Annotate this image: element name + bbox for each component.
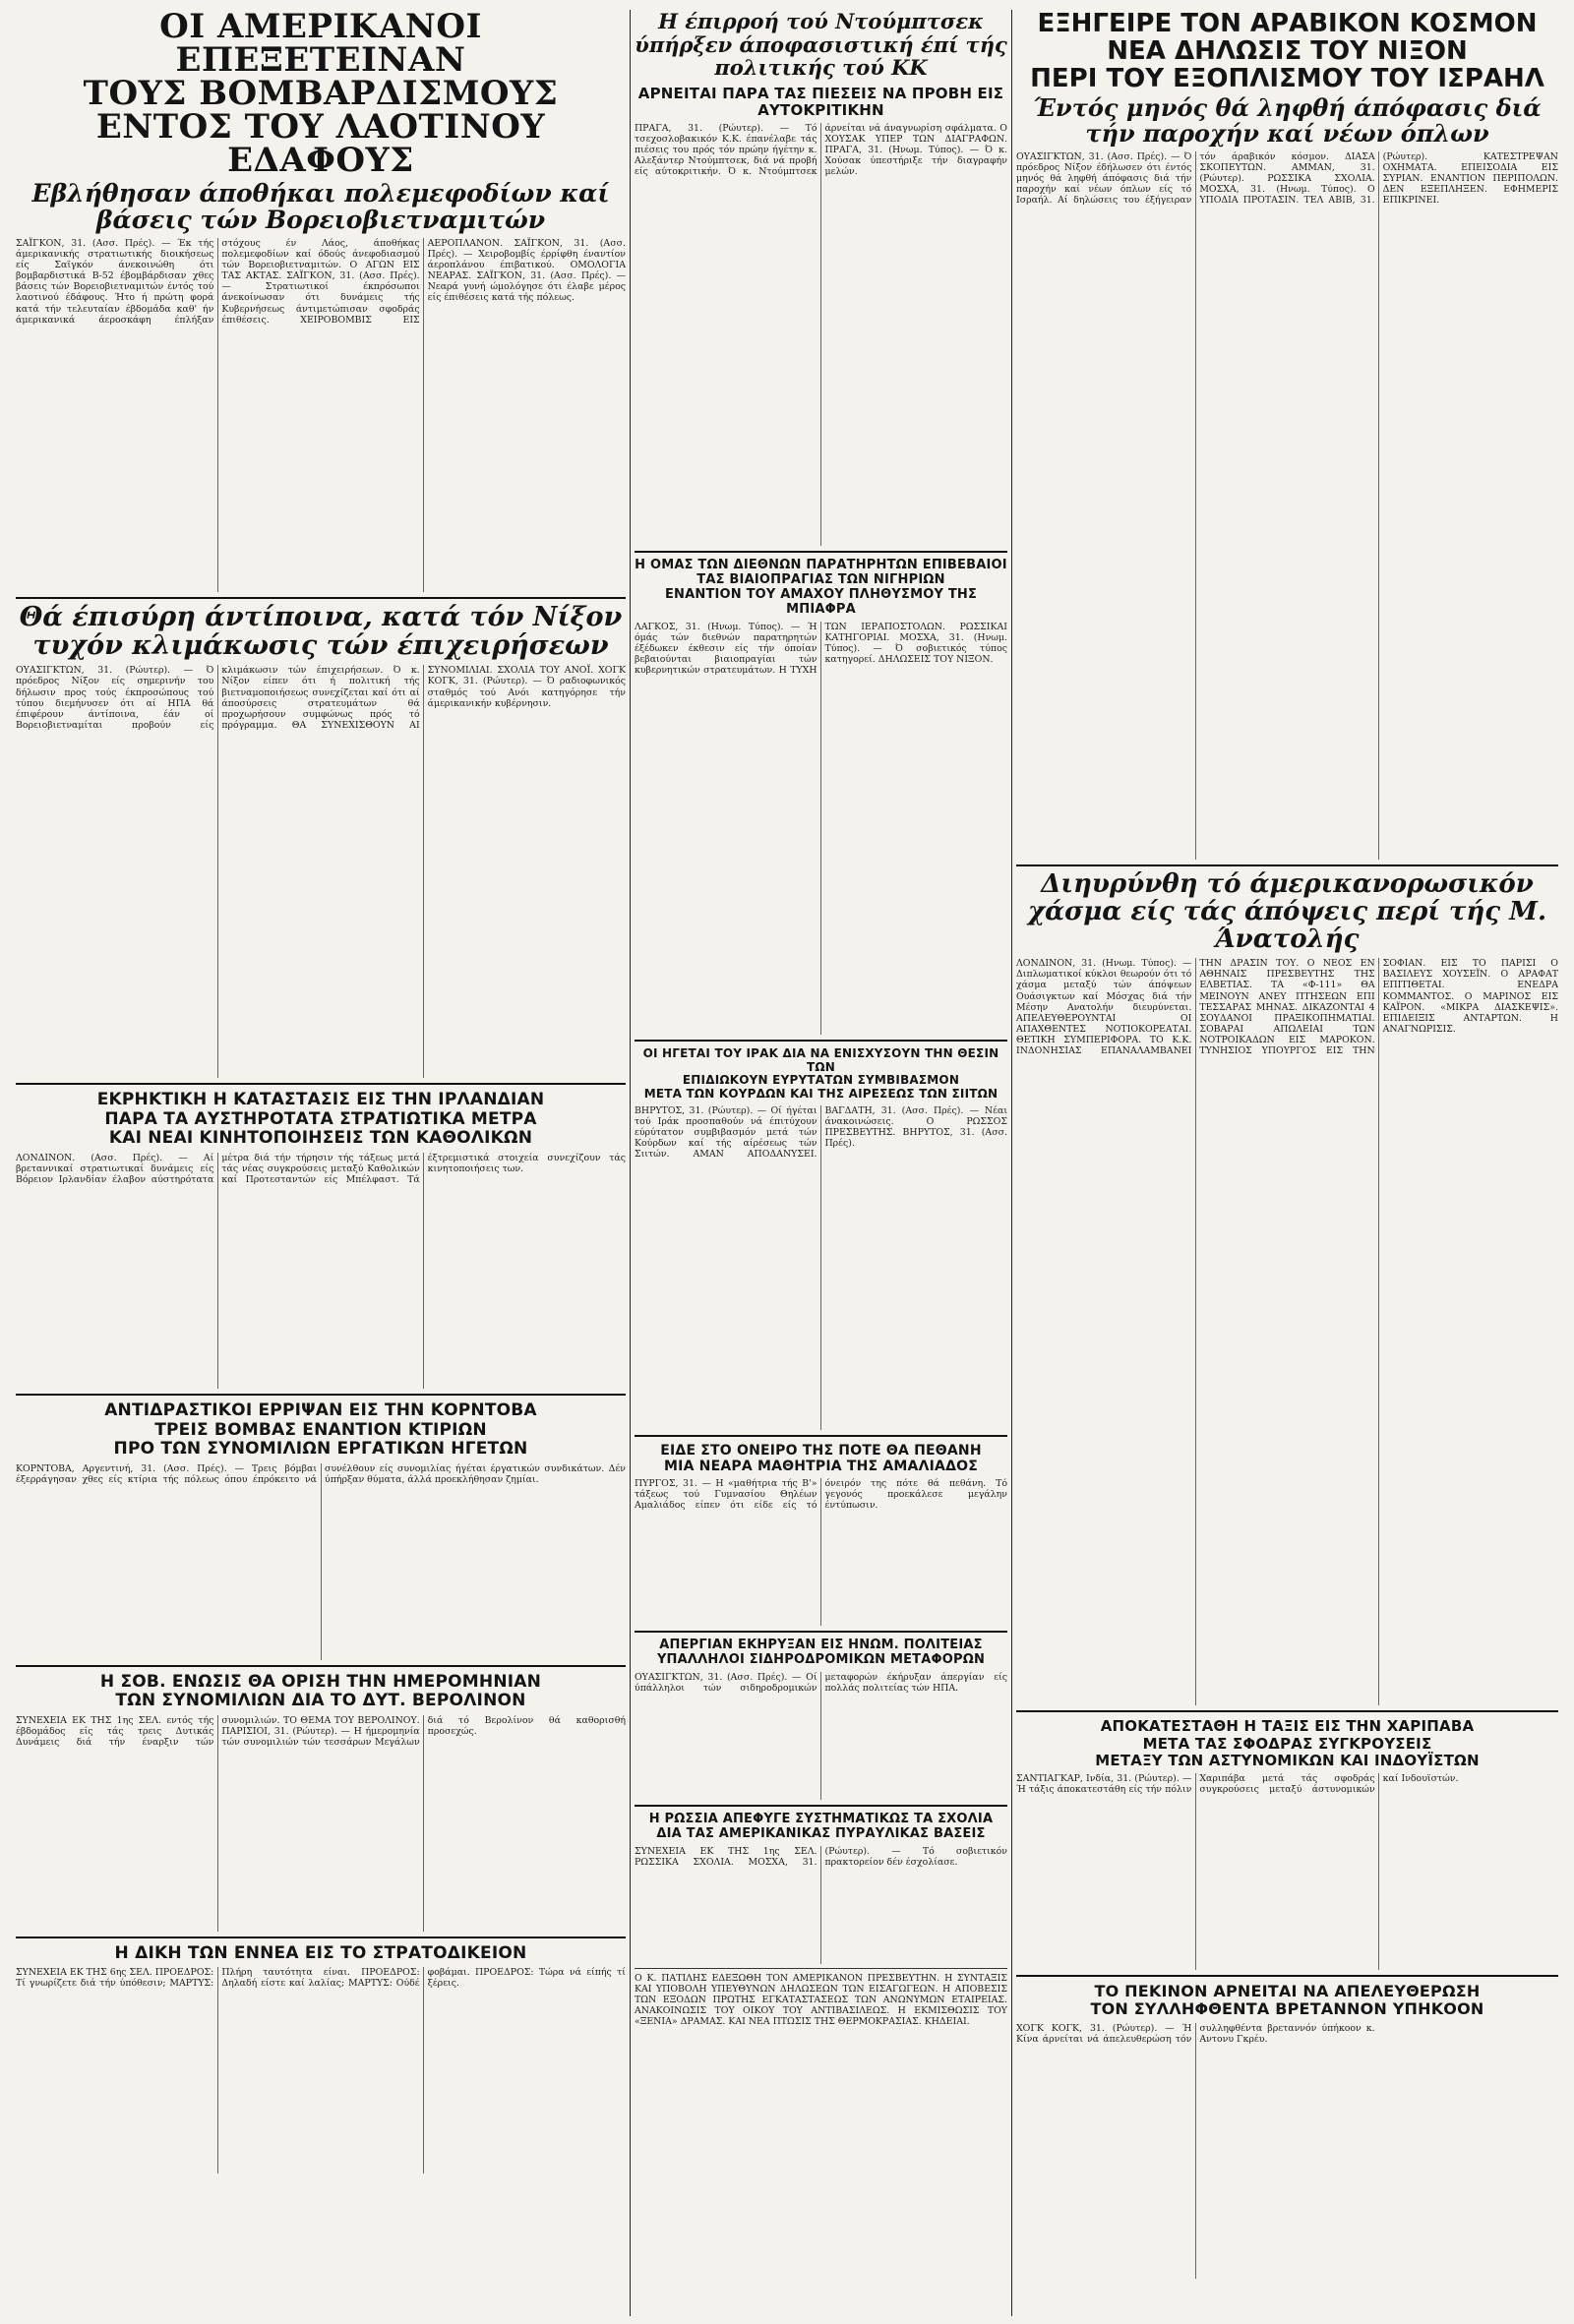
arab-world-headline: ΕΞΗΓΕΙΡΕ ΤΟΝ ΑΡΑΒΙΚΟΝ ΚΟΣΜΟΝ ΝΕΑ ΔΗΛΩΣΙΣ ΤΟΥ ΝΙΞΟΝ ΠΕΡΙ ΤΟΥ ΕΞΟΠΛΙΣΜΟΥ ΤΟΥ ΙΣΡΑΗΛ	[1030, 10, 1544, 94]
middle-east-headline: Διηυρύνθη τό άμερικανορωσικόν χάσμα είς τάς άπόψεις περί τής Μ. Άνατολής	[1027, 869, 1547, 955]
strike-article-body: ΟΥΑΣΙΓΚΤΩΝ, 31. (Ασσ. Πρές). — Οί ύπάλληλοι τών σιδηροδρομικών μεταφορών έκήρυξαν άπεργίαν είς πολλάς πολιτείας τών ΗΠΑ.	[635, 1672, 1007, 1695]
divider	[16, 1394, 626, 1396]
divider	[635, 1968, 1007, 1969]
divider	[16, 1665, 626, 1667]
amaliada-article-body: ΠΥΡΓΟΣ, 31. — Η «μαθήτρια τής Β'» τάξεως τού Γυμνασίου Θηλέων Αμαλιάδος είπεν ότι είδε είς τό όνειρόν της πότε θά πεθάνη. Τό γεγονός προεκάλεσε μεγάλην έντύπωσιν.	[635, 1478, 1007, 1512]
lead-headline: ΟΙ ΑΜΕΡΙΚΑΝΟΙ ΕΠΕΞΕΤΕΙΝΑΝ ΤΟΥΣ ΒΟΜΒΑΡΔΙΣΜΟΥΣ ΕΝΤΟΣ ΤΟΥ ΛΑΟΤΙΝΟΥ ΕΔΑΦΟΥΣ	[83, 10, 559, 180]
iraq-article-body: ΒΗΡΥΤΟΣ, 31. (Ρώυτερ). — Οί ήγέται τού Ιράκ προσπαθούν νά έπιτύχουν εύρύτατον συμβιβασμόν μετά τών Κούρδων καί τής αίρέσεως τών Σιιτών. ΑΜΑΝ ΑΠΟΔΑΝΥΣΕΙ. ΒΑΓΔΑΤΗ, 31. (Ασσ. Πρές). — Νέαι άνακοινώσεις. Ο ΡΩΣΣΟΣ ΠΡΕΣΒΕΥΤΗΣ. ΒΗΡΥΤΟΣ, 31. (Ασσ. Πρές).	[635, 1104, 1007, 1161]
biafra-headline: Η ΟΜΑΣ ΤΩΝ ΔΙΕΘΝΩΝ ΠΑΡΑΤΗΡΗΤΩΝ ΕΠΙΒΕΒΑΙΟΙ ΤΑΣ ΒΙΑΙΟΠΡΑΓΙΑΣ ΤΩΝ ΝΙΓΗΡΙΩΝ ΕΝΑΝΤΙΟΝ ΤΟΥ ΑΜΑΧΟΥ ΠΛΗΘΥΣΜΟΥ ΤΗΣ ΜΠΙΑΦΡΑ	[635, 558, 1007, 617]
column-left	[12, 10, 630, 2316]
haripava-headline: ΑΠΟΚΑΤΕΣΤΑΘΗ Η ΤΑΞΙΣ ΕΙΣ ΤΗΝ ΧΑΡΙΠΑΒΑ ΜΕΤΑ ΤΑΣ ΣΦΟΔΡΑΣ ΣΥΓΚΡΟΥΣΕΙΣ ΜΕΤΑΞΥ ΤΩΝ ΑΣΤΥΝΟΜΙΚΩΝ ΚΑΙ ΙΝΔΟΥΪΣΤΩΝ	[1095, 1717, 1480, 1769]
divider	[1016, 1710, 1558, 1712]
cordova-headline: ΑΝΤΙΔΡΑΣΤΙΚΟΙ ΕΡΡΙΨΑΝ ΕΙΣ ΤΗΝ ΚΟΡΝΤΟΒΑ ΤΡΕΙΣ ΒΟΜΒΑΣ ΕΝΑΝΤΙΟΝ ΚΤΙΡΙΩΝ ΠΡΟ ΤΩΝ ΣΥΝΟΜΙΛΙΩΝ ΕΡΓΑΤΙΚΩΝ ΗΓΕΤΩΝ	[104, 1400, 537, 1460]
peking-headline: ΤΟ ΠΕΚΙΝΟΝ ΑΡΝΕΙΤΑΙ ΝΑ ΑΠΕΛΕΥΘΕΡΩΣΗ ΤΟΝ ΣΥΛΛΗΦΘΕΝΤΑ ΒΡΕΤΑΝΝΟΝ ΥΠΗΚΟΟΝ	[1090, 1982, 1484, 2019]
cordova-article-body: ΚΟΡΝΤΟΒΑ, Αργεντινή, 31. (Ασσ. Πρές). — Τρεις βόμβαι έξερράγησαν χθες είς κτίρια τής πόλεως όπου έπρόκειτο νά συνέλθουν είς συνομιλίας ήγέται έργατικών συνδικάτων. Δέν ύπήρξαν θύματα, άλλά προεκλήθησαν ζημίαι.	[16, 1462, 626, 1485]
dubcek-subheadline: ΑΡΝΕΙΤΑΙ ΠΑΡΑ ΤΑΣ ΠΙΕΣΕΙΣ ΝΑ ΠΡΟΒΗ ΕΙΣ ΑΥΤΟΚΡΙΤΙΚΗΝ	[637, 84, 1004, 119]
trial-article-body: ΣΥΝΕΧΕΙΑ ΕΚ ΤΗΣ 6ης ΣΕΛ. ΠΡΟΕΔΡΟΣ: Τί γνωρίζετε διά τήν ύπόθεσιν; ΜΑΡΤΥΣ: Πλήρη ταυτότητα είναι. ΠΡΟΕΔΡΟΣ: Δηλαδή είστε καί λαλίας; ΜΑΡΤΥΣ: Ούδέ φοβάμαι. ΠΡΟΕΔΡΟΣ: Τώρα νά είπής τί ξέρεις.	[16, 1967, 626, 1990]
russia-missile-article-body: ΣΥΝΕΧΕΙΑ ΕΚ ΤΗΣ 1ης ΣΕΛ. ΡΩΣΣΙΚΑ ΣΧΟΛΙΑ. ΜΟΣΧΑ, 31. (Ρώυτερ). — Τό σοβιετικόν πρακτορείον δέν έσχολίασε.	[635, 1845, 1007, 1869]
nixon-headline: Θά έπισύρη άντίποινα, κατά τόν Νίξον τυχόν κλιμάκωσις τών έπιχειρήσεων	[19, 602, 623, 662]
divider	[635, 1040, 1007, 1042]
divider	[16, 597, 626, 599]
arab-world-article-body: ΟΥΑΣΙΓΚΤΩΝ, 31. (Ασσ. Πρές). — Ό πρόεδρος Νίξον έδήλωσεν ότι έντός μηνός θά ληφθή άπόφασις διά τήν παροχήν καί νέων όπλων είς τό Ισραήλ. Αί δηλώσεις του έξήγειραν τόν άραβικόν κόσμον. ΔΙΑΣΑ ΣΚΟΠΕΥΤΩΝ. ΑΜΜΑΝ, 31. (Ρώυτερ). ΡΩΣΣΙΚΑ ΣΧΟΛΙΑ. ΜΟΣΧΑ, 31. (Ηνωμ. Τύπος). Ο ΥΠΟΔΙΑ ΠΡΟΤΑΣΙΝ. ΤΕΛ ΑΒΙΒ, 31. (Ρώυτερ). ΚΑΤΕΣΤΡΕΨΑΝ ΟΧΗΜΑΤΑ. ΕΠΕΙΣΟΔΙΑ ΕΙΣ ΣΥΡΙΑΝ. ΕΝΑΝΤΙΟΝ ΠΕΡΙΠΟΛΩΝ. ΔΕΝ ΕΞΕΠΛΗΞΕΝ. ΕΦΗΜΕΡΙΣ ΕΠΙΚΡΙΝΕΙ.	[1016, 151, 1558, 207]
iraq-headline: ΟΙ ΗΓΕΤΑΙ ΤΟΥ ΙΡΑΚ ΔΙΑ ΝΑ ΕΝΙΣΧΥΣΟΥΝ ΤΗΝ ΘΕΣΙΝ ΤΩΝ ΕΠΙΔΙΩΚΟΥΝ ΕΥΡΥΤΑΤΩΝ ΣΥΜΒΙΒΑΣΜΟΝ ΜΕΤΑ ΤΩΝ ΚΟΥΡΔΩΝ ΚΑΙ ΤΗΣ ΑΙΡΕΣΕΩΣ ΤΩΝ ΣΙΙΤΩΝ	[642, 1045, 999, 1102]
strike-headline: ΑΠΕΡΓΙΑΝ ΕΚΗΡΥΞΑΝ ΕΙΣ ΗΝΩΜ. ΠΟΛΙΤΕΙΑΣ ΥΠΑΛΛΗΛΟΙ ΣΙΔΗΡΟΔΡΟΜΙΚΩΝ ΜΕΤΑΦΟΡΩΝ	[656, 1638, 986, 1668]
berlin-article-body: ΣΥΝΕΧΕΙΑ ΕΚ ΤΗΣ 1ης ΣΕΛ. εντός τής έβδομάδος είς τάς τρεις Δυτικάς Δυνάμεις διά τήν έναρξιν τών συνομιλιών. ΤΟ ΘΕΜΑ ΤΟΥ ΒΕΡΟΛΙΝΟΥ. ΠΑΡΙΣΙΟΙ, 31. (Ρώυτερ). — Η ήμερομηνία τών συνομιλιών τών τεσσάρων Μεγάλων διά τό Βερολίνον θά καθορισθή προσεχώς.	[16, 1714, 626, 1748]
ireland-article-body: ΛΟΝΔΙΝΟΝ. (Ασσ. Πρές). — Αί βρεταννικαί στρατιωτικαί δυνάμεις είς Βόρειον Ιρλανδίαν έλαβον αύστηρότατα μέτρα διά τήν τήρησιν τής τάξεως μετά τάς νέας συγκρούσεις μεταξύ Καθολικών καί Προτεσταντών είς Μπέλφαστ. Τά έξτρεμιστικά στοιχεία συνεχίζουν τάς κινητοποιήσεις των.	[16, 1152, 626, 1186]
peking-article-body: ΧΟΓΚ ΚΟΓΚ, 31. (Ρώυτερ). — Ή Κίνα άρνείται νά άπελευθερώση τόν συλληφθέντα βρεταννόν ύπήκοον κ. Αντονυ Γκρέυ.	[1016, 2022, 1375, 2045]
nixon-article-body: ΟΥΑΣΙΓΚΤΩΝ, 31. (Ρώυτερ). — Ό πρόεδρος Νίξον είς σημερινήν του δήλωσιν προς τούς έκπροσώπους τού τύπου διεμήνυσεν ότι αί ΗΠΑ θά έπιφέρουν άντίποινα, έάν οί Βορειοβιετναμίται προβούν είς κλιμάκωσιν τών έπιχειρήσεων. Ό κ. Νίξον είπεν ότι ή πολιτική τής βιετναμοποιήσεως συνεχίζεται καί ότι αί άποσύρσεις στρατευμάτων θά προχωρήσουν συμφώνως πρός τό πρόγραμμα. ΘΑ ΣΥΝΕΧΙΣΘΟΥΝ ΑΙ ΣΥΝΟΜΙΛΙΑΙ. ΣΧΟΛΙΑ ΤΟΥ ΑΝΟΪ. ΧΟΓΚ ΚΟΓΚ, 31. (Ρώυτερ). — Ό ραδιοφωνικός σταθμός τού Ανόι κατηγόρησε τήν άμερικανικήν κυβέρνησιν.	[16, 665, 626, 731]
column-right	[1011, 10, 1562, 2316]
lead-article-body: ΣΑΪΓΚΟΝ, 31. (Ασσ. Πρές). — Έκ τής άμερικανικής στρατιωτικής διοικήσεως είς Σαϊγκόν άνεκοινώθη ότι βομβαρδιστικά Β-52 έβομβάρδισαν χθες βάσεις τών Βορειοβιετναμιτών έντός τού λαοτινού έδάφους. Ήτο ή πρώτη φορά κατά τήν τελευταίαν έβδομάδα καθ' ήν άμερικανικά άεροσκάφη έπλήξαν στόχους έν Λάος, άποθήκας πολεμεφοδίων καί όδούς άνεφοδιασμού τών Βορειοβιετναμιτών. Ο ΑΓΩΝ ΕΙΣ ΤΑΣ ΑΚΤΑΣ. ΣΑΪΓΚΟΝ, 31. (Ασσ. Πρές). — Στρατιωτικοί έκπρόσωποι άνεκοίνωσαν ότι δυνάμεις τής Κυβερνήσεως άντιμετώπισαν σφοδράς έπιθέσεις. ΧΕΙΡΟΒΟΜΒΙΣ ΕΙΣ ΑΕΡΟΠΛΑΝΟΝ. ΣΑΪΓΚΟΝ, 31. (Ασσ. Πρές). — Χειροβομβίς έρρίφθη έναντίον άεροπλάνου έπιβατικού. ΟΜΟΛΟΓΙΑ ΝΕΑΡΑΣ. ΣΑΪΓΚΟΝ, 31. (Ασσ. Πρές). — Νεαρά γυνή ώμολόγησε ότι έλαβε μέρος είς έπιθέσεις κατά τής πόλεως.	[16, 238, 626, 326]
amaliada-headline: ΕΙΔΕ ΣΤΟ ΟΝΕΙΡΟ ΤΗΣ ΠΟΤΕ ΘΑ ΠΕΘΑΝΗ ΜΙΑ ΝΕΑΡΑ ΜΑΘΗΤΡΙΑ ΤΗΣ ΑΜΑΛΙΑΔΟΣ	[660, 1442, 982, 1475]
divider	[1016, 864, 1558, 866]
biafra-article-body: ΛΑΓΚΟΣ, 31. (Ηνωμ. Τύπος). — Ή όμάς τών διεθνών παρατηρητών έξέδωκεν έκθεσιν είς τήν όποίαν βεβαιούνται βιαιοπραγίαι τών κυβερνητικών στρατευμάτων. Η ΤΥΧΗ ΤΩΝ ΙΕΡΑΠΟΣΤΟΛΩΝ. ΡΩΣΣΙΚΑΙ ΚΑΤΗΓΟΡΙΑΙ. ΜΟΣΧΑ, 31. (Ηνωμ. Τύπος). — Ό σοβιετικός τύπος κατηγορεί. ΔΗΛΩΣΕΙΣ ΤΟΥ ΝΙΞΟΝ.	[635, 621, 1007, 677]
divider	[635, 1435, 1007, 1437]
short-notes: Ο Κ. ΠΑΤΙΛΗΣ ΕΔΕΞΩΘΗ ΤΟΝ ΑΜΕΡΙΚΑΝΟΝ ΠΡΕΣΒΕΥΤΗΝ. Η ΣΥΝΤΑΞΙΣ ΚΑΙ ΥΠΟΒΟΛΗ ΥΠΕΥΘΥΝΩΝ ΔΗΛΩΣΕΩΝ ΤΩΝ ΕΙΣΑΓΩΓΕΩΝ. Η ΑΠΟΒΕΣΙΣ ΤΩΝ ΕΞΟΔΩΝ ΠΡΩΤΗΣ ΕΓΚΑΤΑΣΤΑΣΕΩΣ ΤΩΝ ΑΝΩΝΥΜΩΝ ΕΤΑΙΡΕΙΑΣ. ΑΝΑΚΟΙΝΩΣΙΣ ΤΟΥ ΟΙΚΟΥ ΤΟΥ ΑΝΤΙΒΑΣΙΛΕΩΣ. Η ΕΚΜΙΣΘΩΣΙΣ ΤΟΥ «ΞΕΝΙΑ» ΔΡΑΜΑΣ. ΚΑΙ ΝΕΑ ΠΤΩΣΙΣ ΤΗΣ ΘΕΡΜΟΚΡΑΣΙΑΣ. ΚΗΔΕΙΑΙ.	[635, 1972, 1007, 2028]
column-middle	[630, 10, 1011, 2316]
arab-world-subheadline: Έντός μηνός θά ληφθή άπόφασις διά τήν παροχήν καί νέων όπλων	[1033, 93, 1542, 149]
divider	[635, 1805, 1007, 1807]
divider	[16, 1083, 626, 1085]
berlin-headline: Η ΣΟΒ. ΕΝΩΣΙΣ ΘΑ ΟΡΙΣΗ ΤΗΝ ΗΜΕΡΟΜΗΝΙΑΝ ΤΩΝ ΣΥΝΟΜΙΛΙΩΝ ΔΙΑ ΤΟ ΔΥΤ. ΒΕΡΟΛΙΝΟΝ	[99, 1671, 542, 1711]
divider	[16, 1937, 626, 1938]
dubcek-article-body: ΠΡΑΓΑ, 31. (Ρώυτερ). — Τό τσεχοσλοβακικόν Κ.Κ. έπανέλαβε τάς πιέσεις του πρός τόν πρώην ήγέτην κ. Αλεξάντερ Ντούμπτσεκ, διά νά προβή είς αύτοκριτικήν. Ό κ. Ντούμπτσεκ άρνείται νά άναγνωρίση σφάλματα. Ο ΧΟΥΣΑΚ ΥΠΕΡ ΤΩΝ ΔΙΑΓΡΑΦΩΝ. ΠΡΑΓΑ, 31. (Ηνωμ. Τύπος). — Ό κ. Χούσακ ύπεστήριξε τήν διαγραφήν μελών.	[635, 123, 1007, 178]
divider	[635, 1631, 1007, 1633]
lead-subheadline: Εβλήθησαν άποθήκαι πολεμεφοδίων καί βάσεις τών Βορειοβιετναμιτών	[31, 179, 610, 234]
middle-east-article-body: ΛΟΝΔΙΝΟΝ, 31. (Ηνωμ. Τύπος). — Διπλωματικοί κύκλοι θεωρούν ότι τό χάσμα μεταξύ τών άπόψεων Ουάσιγκτων καί Μόσχας διά τήν Μέσην Ανατολήν διευρύνεται. ΑΠΕΛΕΥΘΕΡΟΥΝΤΑΙ ΟΙ ΑΠΑΧΘΕΝΤΕΣ ΝΟΤΙΟΚΟΡΕΑΤΑΙ. ΘΕΤΙΚΗ ΣΥΜΠΕΡΙΦΟΡΑ. ΤΟ Κ.Κ. ΙΝΔΟΝΗΣΙΑΣ ΕΠΑΝΑΛΑΜΒΑΝΕΙ ΤΗΝ ΔΡΑΣΙΝ ΤΟΥ. Ο ΝΕΟΣ ΕΝ ΑΘΗΝΑΙΣ ΠΡΕΣΒΕΥΤΗΣ ΤΗΣ ΕΛΒΕΤΙΑΣ. ΤΑ «Φ-111» ΘΑ ΜΕΙΝΟΥΝ ΑΝΕΥ ΠΤΗΣΕΩΝ ΕΠΙ ΤΕΣΣΑΡΑΣ ΜΗΝΑΣ. ΔΙΚΑΖΟΝΤΑΙ 4 ΣΟΥΔΑΝΟΙ ΠΡΑΞΙΚΟΠΗΜΑΤΙΑΙ. ΣΟΒΑΡΑΙ ΑΠΩΛΕΙΑΙ ΤΩΝ ΝΟΤΡΟΙΚΑΔΩΝ ΕΙΣ ΜΑΡΟΚΟΝ. ΤΥΝΗΣΙΟΣ ΥΠΟΥΡΓΟΣ ΕΙΣ ΤΗΝ ΣΟΦΙΑΝ. ΕΙΣ ΤΟ ΠΑΡΙΣΙ Ο ΒΑΣΙΛΕΥΣ ΧΟΥΣΕΪΝ. Ο ΑΡΑΦΑΤ ΕΠΙΤΙΘΕΤΑΙ. ΕΝΕΔΡΑ ΚΟΜΜΑΝΤΟΣ. Ο ΜΑΡΙΝΟΣ ΕΙΣ ΚΑΪΡΟΝ. «ΜΙΚΡΑ ΔΙΑΣΚΕΨΙΣ». ΕΠΙΔΕΙΞΙΣ ΑΝΤΑΡΤΩΝ. Η ΑΝΑΓΝΩΡΙΣΙΣ.	[1016, 958, 1558, 1057]
divider	[635, 551, 1007, 553]
divider	[1016, 1975, 1558, 1977]
haripava-article-body: ΣΑΝΤΙΑΓΚΑΡ, Ινδία, 31. (Ρώυτερ). — Ή τάξις άποκατεστάθη είς τήν πόλιν Χαριπάβα μετά τάς σφοδράς συγκρούσεις μεταξύ άστυνομικών καί Ινδουϊστών.	[1016, 1773, 1459, 1796]
russia-missile-headline: Η ΡΩΣΣΙΑ ΑΠΕΦΥΓΕ ΣΥΣΤΗΜΑΤΙΚΩΣ ΤΑ ΣΧΟΛΙΑ ΔΙΑ ΤΑΣ ΑΜΕΡΙΚΑΝΙΚΑΣ ΠΥΡΑΥΛΙΚΑΣ ΒΑΣΕΙΣ	[648, 1812, 994, 1841]
trial-headline: Η ΔΙΚΗ ΤΩΝ ΕΝΝΕΑ ΕΙΣ ΤΟ ΣΤΡΑΤΟΔΙΚΕΙΟΝ	[114, 1942, 527, 1963]
ireland-headline: ΕΚΡΗΚΤΙΚΗ Η ΚΑΤΑΣΤΑΣΙΣ ΕΙΣ ΤΗΝ ΙΡΛΑΝΔΙΑΝ ΠΑΡΑ ΤΑ ΑΥΣΤΗΡΟΤΑΤΑ ΣΤΡΑΤΙΩΤΙΚΑ ΜΕΤΡΑ ΚΑΙ ΝΕΑΙ ΚΙΝΗΤΟΠΟΙΗΣΕΙΣ ΤΩΝ ΚΑΘΟΛΙΚΩΝ	[96, 1090, 545, 1149]
dubcek-headline: Η έπιρροή τού Ντούμπτσεκ ύπήρξεν άποφασιστική έπί τής πολιτικής τού ΚΚ	[635, 10, 1007, 81]
